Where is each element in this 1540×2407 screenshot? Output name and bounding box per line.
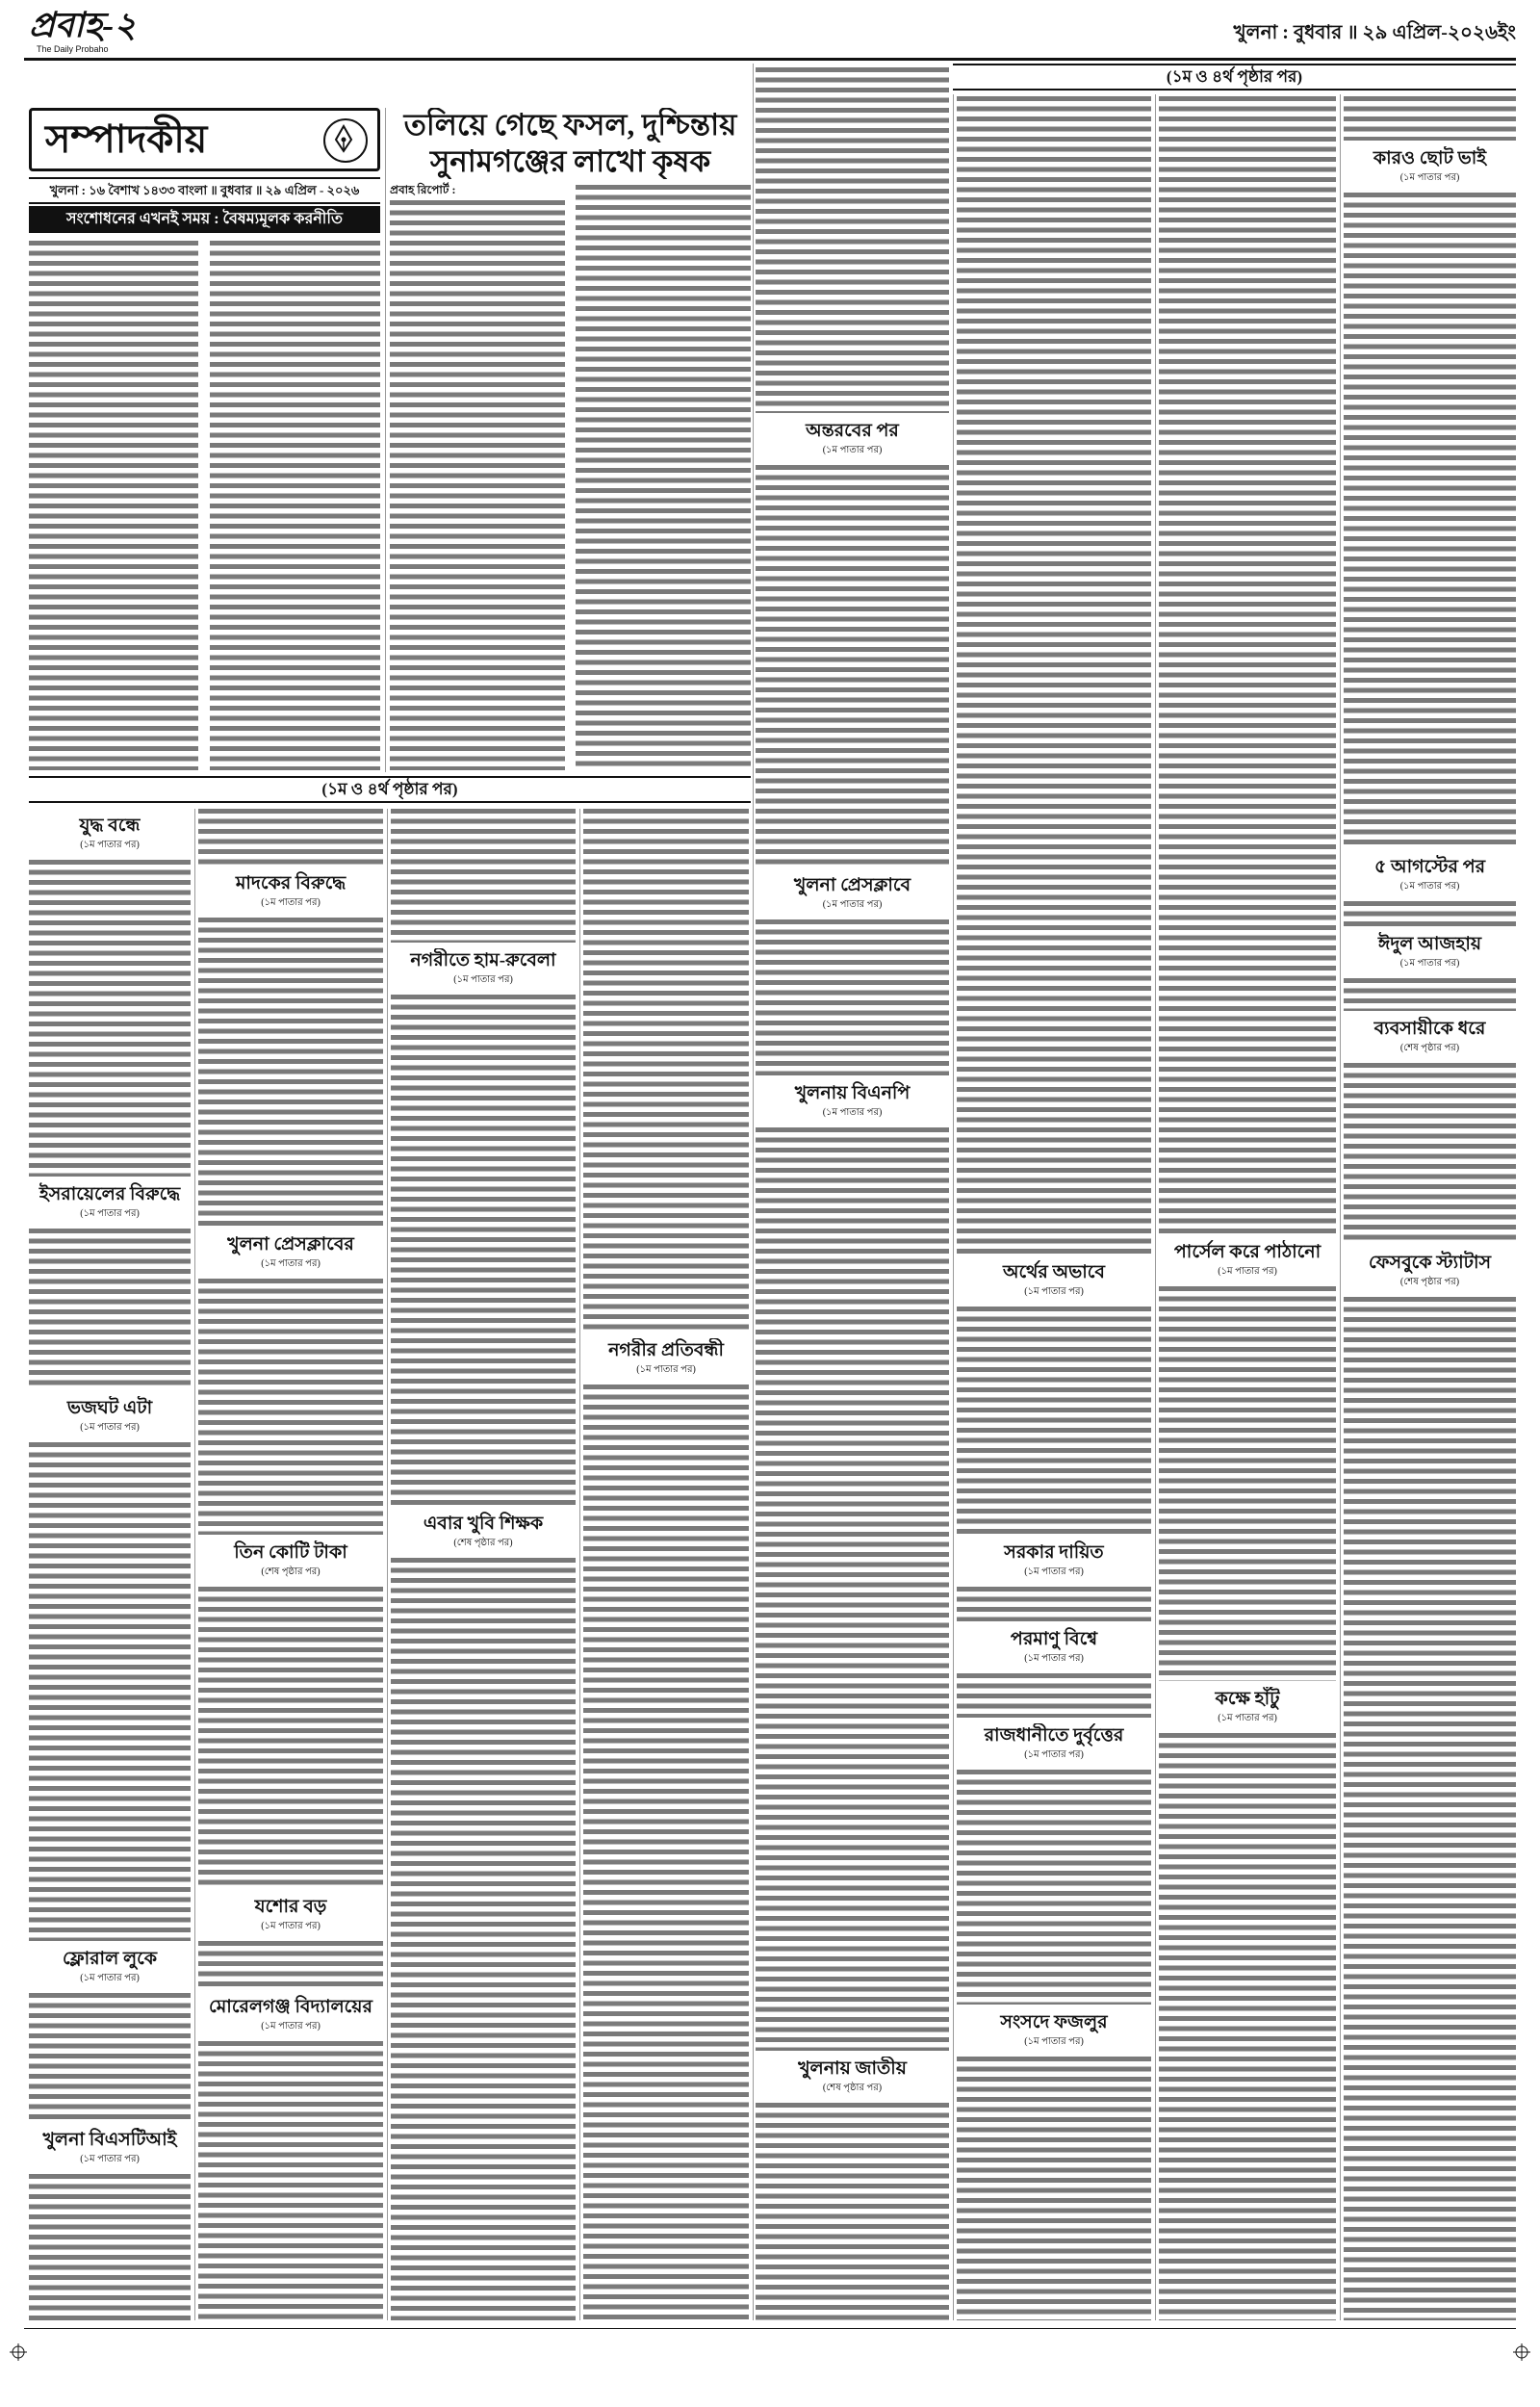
continuation-title: পার্সেল করে পাঠানো [1173,1242,1322,1262]
continuation-note: (শেষ পৃষ্ঠার পর) [822,2083,883,2093]
continuation-heading [957,1540,1151,1583]
body-text [583,1385,749,2320]
body-text [756,919,949,1075]
jump-band-top: (১ম ও ৪র্থ পৃষ্ঠার পর) [953,64,1516,91]
lead-headline-line1: তলিয়ে গেছে ফসল, দুশ্চিন্তায় [403,108,737,142]
continuation-heading [1344,932,1516,974]
column-divider [1340,94,1341,2320]
continuation-title: পরমাণু বিশ্বে [1010,1629,1098,1649]
body-text [198,2041,383,2320]
column-divider [579,809,580,2320]
continuation-title: খুলনায় জাতীয় [798,2058,907,2079]
continuation-note: (১ম পাতার পর) [1024,1286,1084,1297]
body-text [29,1442,191,1941]
continuation-title: এবার খুবি শিক্ষক [423,1514,544,1534]
page-dateline: খুলনা : বুধবার ॥ ২৯ এপ্রিল-২০২৬ইং [1233,22,1516,43]
continuation-heading [756,1081,949,1124]
continuation-note: (১ম পাতার পর) [80,1973,140,1983]
body-text [198,1279,383,1535]
continuation-note: (১ম পাতার পর) [261,1258,321,1269]
lead-body [390,200,565,770]
continuation-title: কক্ষে হাঁটু [1215,1689,1280,1709]
continuation-note: (১ম পাতার পর) [453,974,513,985]
editorial-dateline: খুলনা : ১৬ বৈশাখ ১৪৩৩ বাংলা ॥ বুধবার ॥ ২৯ এপ্রিল - ২০২৬ [29,177,380,204]
continuation-heading [1159,1687,1336,1729]
continuation-heading [1344,146,1516,189]
registration-mark-icon [10,2343,27,2361]
header-rule [24,58,1516,61]
column-divider [387,809,388,2320]
body-text [391,995,576,1506]
body-text [957,1673,1151,1718]
continuation-title: খুলনা প্রেসক্লাবের [227,1234,354,1255]
news-column [29,809,191,2320]
continuation-title: যুদ্ধ বন্ধে [79,815,141,836]
editorial-body [210,241,380,770]
continuation-heading [29,1947,191,1989]
body-text [198,918,383,1227]
continuation-heading [957,1260,1151,1303]
news-column [1344,96,1516,2320]
continuation-note: (১ম পাতার পর) [1399,881,1460,892]
pen-nib-icon [323,118,368,163]
body-text [198,1941,383,1989]
continuation-heading [29,814,191,856]
lead-headline-line2: সুনামগঞ্জের লাখো কৃষক [429,144,711,178]
continuation-note: (১ম পাতার পর) [822,1107,883,1118]
editorial-banner [29,108,380,171]
continuation-heading [198,1895,383,1937]
body-text [1344,901,1516,926]
continuation-note: (১ম পাতার পর) [1399,958,1460,969]
continuation-title: নগরীতে হাম-রুবেলা [410,950,556,971]
continuation-title: তিন কোটি টাকা [234,1542,347,1563]
body-text [1344,978,1516,1011]
continuation-title: খুলনা বিএসটিআই [42,2130,177,2150]
continuation-heading [1344,1251,1516,1293]
editorial-headline: সংশোধনের এখনই সময় : বৈষম্যমূলক করনীতি [29,206,380,233]
continuation-heading [198,1995,383,2037]
continuation-note: (১ম পাতার পর) [822,445,883,455]
continuation-heading [1159,1240,1336,1282]
body-text [198,809,383,866]
continuation-title: সরকার দায়িত [1004,1542,1104,1563]
column-divider [194,809,195,2320]
continuation-heading [391,1512,576,1554]
body-text [1159,1733,1336,2320]
continuation-note: (১ম পাতার পর) [261,1921,321,1931]
body-text [756,1127,949,2051]
body-text [1344,1063,1516,1245]
continuation-title: নগরীর প্রতিবন্ধী [608,1340,724,1360]
continuation-note: (শেষ পৃষ্ঠার পর) [453,1538,513,1548]
body-text [29,860,191,1177]
news-column [583,809,749,2320]
continuation-title: খুলনা প্রেসক্লাবে [793,875,911,895]
news-column [957,96,1151,2320]
continuation-heading [957,1723,1151,1766]
news-column [756,67,949,2320]
lead-body [576,185,751,770]
continuation-heading [198,871,383,914]
continuation-note: (১ম পাতার পর) [1024,1749,1084,1760]
body-text [957,1770,1151,2005]
body-text [391,1558,576,2320]
continuation-note: (১ম পাতার পর) [261,2021,321,2032]
newspaper-logo-subtitle: The Daily Probaho [37,44,109,54]
body-text [1344,96,1516,141]
column-divider [953,94,954,2320]
body-text [1159,96,1336,1234]
continuation-heading [29,1182,191,1225]
continuation-title: ফেসবুকে স্ট্যাটাস [1368,1253,1492,1273]
continuation-title: ফ্লোরাল লুকে [62,1949,158,1969]
body-text [957,2057,1151,2320]
continuation-title: ইসরায়েলের বিরুদ্ধে [38,1184,181,1204]
editorial-title: সম্পাদকীয় [45,117,208,161]
continuation-note: (১ম পাতার পর) [1218,1266,1277,1277]
continuation-title: অন্তরবের পর [806,421,899,441]
body-text [391,809,576,943]
body-text [756,67,949,413]
continuation-heading [957,1627,1151,1669]
column-divider [1155,94,1156,2320]
news-column [198,809,383,2320]
body-text [1344,193,1516,849]
continuation-heading [29,2128,191,2170]
column-divider [753,64,754,2320]
body-text [198,1587,383,1889]
continuation-note: (১ম পাতার পর) [1024,2036,1084,2047]
registration-mark-icon [1513,2343,1530,2361]
news-column [1159,96,1336,2320]
body-text [957,1307,1151,1535]
column-divider [385,108,386,772]
continuation-title: অর্থের অভাবে [1003,1262,1105,1282]
body-text [957,1587,1151,1621]
continuation-title: কারও ছোট ভাই [1373,148,1487,168]
continuation-title: সংসদে ফজলুর [1000,2012,1108,2032]
body-text [29,2174,191,2320]
editorial-body [29,241,198,770]
jump-band-mid: (১ম ও ৪র্থ পৃষ্ঠার পর) [29,776,751,803]
continuation-note: (১ম পাতার পর) [1399,172,1460,183]
continuation-note: (১ম পাতার পর) [80,1208,140,1219]
continuation-title: যশোর বড় [254,1897,327,1917]
body-text [1159,1286,1336,1681]
newspaper-logo: প্রবাহ-২ [29,6,137,44]
continuation-heading [583,1338,749,1381]
body-text [756,465,949,867]
continuation-title: ভজঘট এটা [66,1398,153,1418]
continuation-heading [29,1396,191,1438]
continuation-note: (১ম পাতার পর) [80,1422,140,1433]
continuation-title: ৫ আগস্টের পর [1373,857,1486,877]
body-text [1344,1297,1516,2320]
body-text [957,96,1151,1255]
body-text [29,1229,191,1390]
continuation-heading [957,2010,1151,2053]
continuation-note: (১ম পাতার পর) [80,840,140,850]
continuation-title: খুলনায় বিএনপি [794,1083,911,1103]
continuation-note: (১ম পাতার পর) [1024,1566,1084,1577]
body-text [756,2103,949,2320]
continuation-heading [756,2057,949,2099]
footer-rule [24,2328,1516,2329]
continuation-title: মোরেলগঞ্জ বিদ্যালয়ের [209,1997,372,2017]
continuation-title: ব্যবসায়ীকে ধরে [1373,1019,1486,1039]
news-column [391,809,576,2320]
continuation-heading [756,873,949,916]
continuation-note: (১ম পাতার পর) [1218,1713,1277,1723]
continuation-note: (১ম পাতার পর) [636,1364,696,1375]
continuation-note: (১ম পাতার পর) [80,2154,140,2164]
continuation-note: (১ম পাতার পর) [261,897,321,908]
continuation-note: (শেষ পৃষ্ঠার পর) [1399,1277,1460,1287]
continuation-note: (১ম পাতার পর) [822,899,883,910]
body-text [583,809,749,1333]
continuation-title: রাজধানীতে দুর্বৃত্তের [984,1725,1124,1746]
continuation-note: (শেষ পৃষ্ঠার পর) [261,1566,321,1577]
continuation-title: মাদকের বিরুদ্ধে [235,873,346,893]
continuation-note: (শেষ পৃষ্ঠার পর) [1399,1043,1460,1053]
lead-byline: প্রবাহ রিপোর্ট : [390,183,456,196]
body-text [29,1993,191,2122]
continuation-heading [1344,1017,1516,1059]
continuation-heading [198,1540,383,1583]
continuation-title: ঈদুল আজহায় [1377,934,1482,954]
continuation-heading [1344,855,1516,897]
continuation-heading [756,419,949,461]
continuation-heading [198,1232,383,1275]
continuation-heading [391,948,576,991]
continuation-note: (১ম পাতার পর) [1024,1653,1084,1664]
